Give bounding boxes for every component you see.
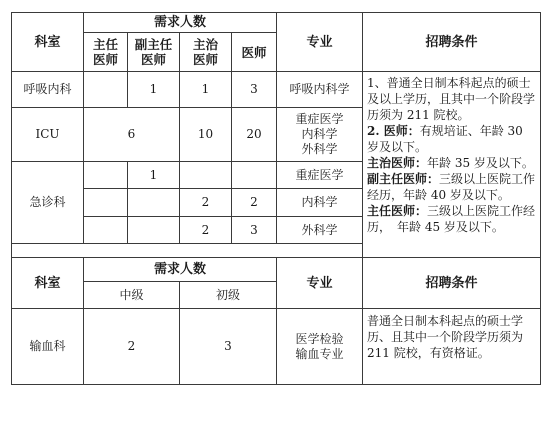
attending-count: 2 xyxy=(180,189,232,217)
spacer-row xyxy=(12,244,363,258)
attending-text: 年龄 35 岁及以下。 xyxy=(427,156,534,170)
chief-count xyxy=(84,72,128,108)
demand-header: 需求人数 xyxy=(84,258,277,282)
physician-count: 2 xyxy=(232,189,277,217)
conditions-header: 招聘条件 xyxy=(363,258,541,309)
physician-label: 2. 医师： xyxy=(367,124,420,138)
specialty-cell: 内科学 xyxy=(277,189,363,217)
dept-cell: 急诊科 xyxy=(12,162,84,244)
chief-label: 主任医师： xyxy=(367,204,428,218)
junior-header: 初级 xyxy=(180,282,277,309)
deputy-text: 三级以上医院工作经历，年龄 40 岁及以下。 xyxy=(367,172,536,202)
conditions-chief xyxy=(367,203,536,235)
chief-count xyxy=(84,189,128,217)
conditions-deputy xyxy=(367,171,536,203)
chief-text: 三级以上医院工作经历， 年龄 45 岁及以下。 xyxy=(367,204,536,234)
conditions-physician xyxy=(367,123,536,155)
deputy-chief-count: 1 xyxy=(128,162,180,189)
dept-cell: 输血科 xyxy=(12,309,84,385)
specialty-cell: 呼吸内科学 xyxy=(277,72,363,108)
demand-header: 需求人数 xyxy=(84,13,277,33)
recruitment-table xyxy=(11,12,541,385)
deputy-chief-count xyxy=(128,189,180,217)
physician-text: 有规培证、年龄 30 岁及以下。 xyxy=(367,124,523,154)
attending-physician-header: 主治 医师 xyxy=(180,33,232,72)
attending-count xyxy=(180,162,232,189)
physician-count: 3 xyxy=(232,72,277,108)
specialty-cell: 重症医学 xyxy=(277,162,363,189)
dept-cell: ICU xyxy=(12,108,84,162)
conditions-attending xyxy=(367,155,536,171)
chief-deputy-count: 6 xyxy=(84,108,180,162)
chief-count xyxy=(84,217,128,244)
deputy-chief-count: 1 xyxy=(128,72,180,108)
specialty-cell: 重症医学 内科学 外科学 xyxy=(277,108,363,162)
junior-count: 3 xyxy=(180,309,277,385)
attending-count: 1 xyxy=(180,72,232,108)
specialty-cell: 医学检验 输血专业 xyxy=(277,309,363,385)
physician-count xyxy=(232,162,277,189)
deputy-chief-physician-header: 副主任 医师 xyxy=(128,33,180,72)
conditions-cell xyxy=(363,72,541,258)
deputy-chief-count xyxy=(128,217,180,244)
physician-count: 20 xyxy=(232,108,277,162)
chief-count xyxy=(84,162,128,189)
dept-header: 科室 xyxy=(12,13,84,72)
attending-count: 2 xyxy=(180,217,232,244)
intermediate-header: 中级 xyxy=(84,282,180,309)
specialty-header: 专业 xyxy=(277,13,363,72)
deputy-label: 副主任医师： xyxy=(367,172,440,186)
specialty-cell: 外科学 xyxy=(277,217,363,244)
attending-label: 主治医师： xyxy=(367,156,428,170)
dept-header: 科室 xyxy=(12,258,84,309)
attending-count: 10 xyxy=(180,108,232,162)
physician-count: 3 xyxy=(232,217,277,244)
physician-header: 医师 xyxy=(232,33,277,72)
dept-cell: 呼吸内科 xyxy=(12,72,84,108)
conditions-intro: 1、普通全日制本科起点的硕士及以上学历，且其中一个阶段学历须为 211 院校。 xyxy=(367,76,536,122)
conditions-cell: 普通全日制本科起点的硕士学历、且其中一个阶段学历须为211 院校，有资格证。 xyxy=(363,309,541,385)
conditions-header: 招聘条件 xyxy=(363,13,541,72)
specialty-header: 专业 xyxy=(277,258,363,309)
intermediate-count: 2 xyxy=(84,309,180,385)
chief-physician-header: 主任 医师 xyxy=(84,33,128,72)
